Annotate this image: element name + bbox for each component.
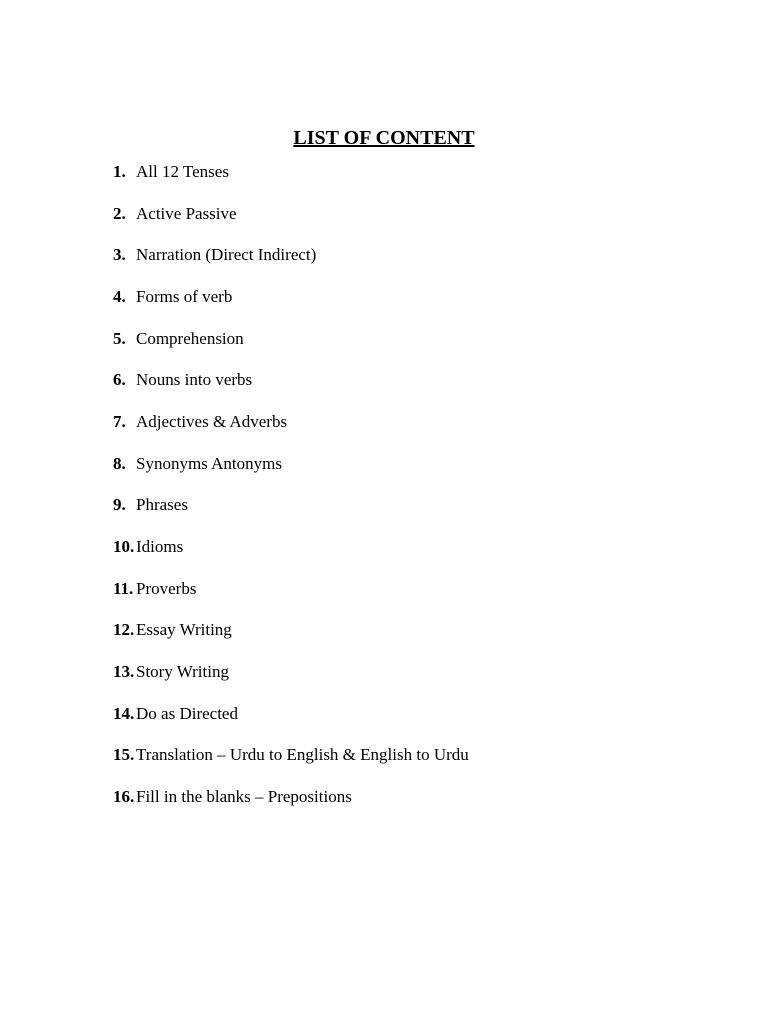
list-item <box>113 534 713 576</box>
item-text: Adjectives & Adverbs <box>136 411 288 431</box>
list-item <box>113 659 713 701</box>
list-item <box>113 242 713 284</box>
item-text: Idioms <box>136 536 184 556</box>
list-item <box>113 784 713 826</box>
list-item <box>113 701 713 743</box>
list-item <box>113 367 713 409</box>
list-item <box>113 492 713 534</box>
item-text: Translation – Urdu to English & English to Urdu <box>136 745 469 765</box>
item-number: 13. <box>113 661 135 681</box>
item-number: 11. <box>113 578 134 598</box>
item-number: 16. <box>113 786 135 806</box>
item-text: Phrases <box>136 495 188 515</box>
item-number: 15. <box>113 745 135 765</box>
table-of-contents <box>113 159 713 826</box>
item-number: 2. <box>113 203 126 223</box>
item-text: Comprehension <box>136 328 244 348</box>
item-text: Active Passive <box>136 203 237 223</box>
list-item <box>113 159 713 201</box>
item-number: 8. <box>113 453 126 473</box>
item-text: Do as Directed <box>136 703 238 723</box>
item-number: 1. <box>113 162 126 181</box>
list-item <box>113 201 713 243</box>
item-text: All 12 Tenses <box>136 162 229 181</box>
list-item <box>113 617 713 659</box>
item-text: Forms of verb <box>136 286 233 306</box>
item-text: Story Writing <box>136 661 229 681</box>
item-text: Narration (Direct Indirect) <box>136 245 317 265</box>
page-title: LIST OF CONTENT <box>293 127 475 149</box>
item-number: 12. <box>113 620 135 640</box>
item-text: Fill in the blanks – Prepositions <box>136 786 352 806</box>
item-number: 5. <box>113 328 126 348</box>
item-text: Essay Writing <box>136 620 232 640</box>
item-number: 6. <box>113 370 126 390</box>
list-item <box>113 451 713 493</box>
item-number: 10. <box>113 536 135 556</box>
item-number: 14. <box>113 703 135 723</box>
item-text: Nouns into verbs <box>136 370 253 390</box>
item-number: 3. <box>113 245 126 265</box>
item-number: 7. <box>113 411 126 431</box>
item-number: 9. <box>113 495 126 515</box>
item-text: Proverbs <box>136 578 197 598</box>
item-text: Synonyms Antonyms <box>136 453 282 473</box>
list-item <box>113 409 713 451</box>
list-item <box>113 576 713 618</box>
list-item <box>113 284 713 326</box>
list-item <box>113 326 713 368</box>
item-number: 4. <box>113 286 126 306</box>
list-item <box>113 742 713 784</box>
